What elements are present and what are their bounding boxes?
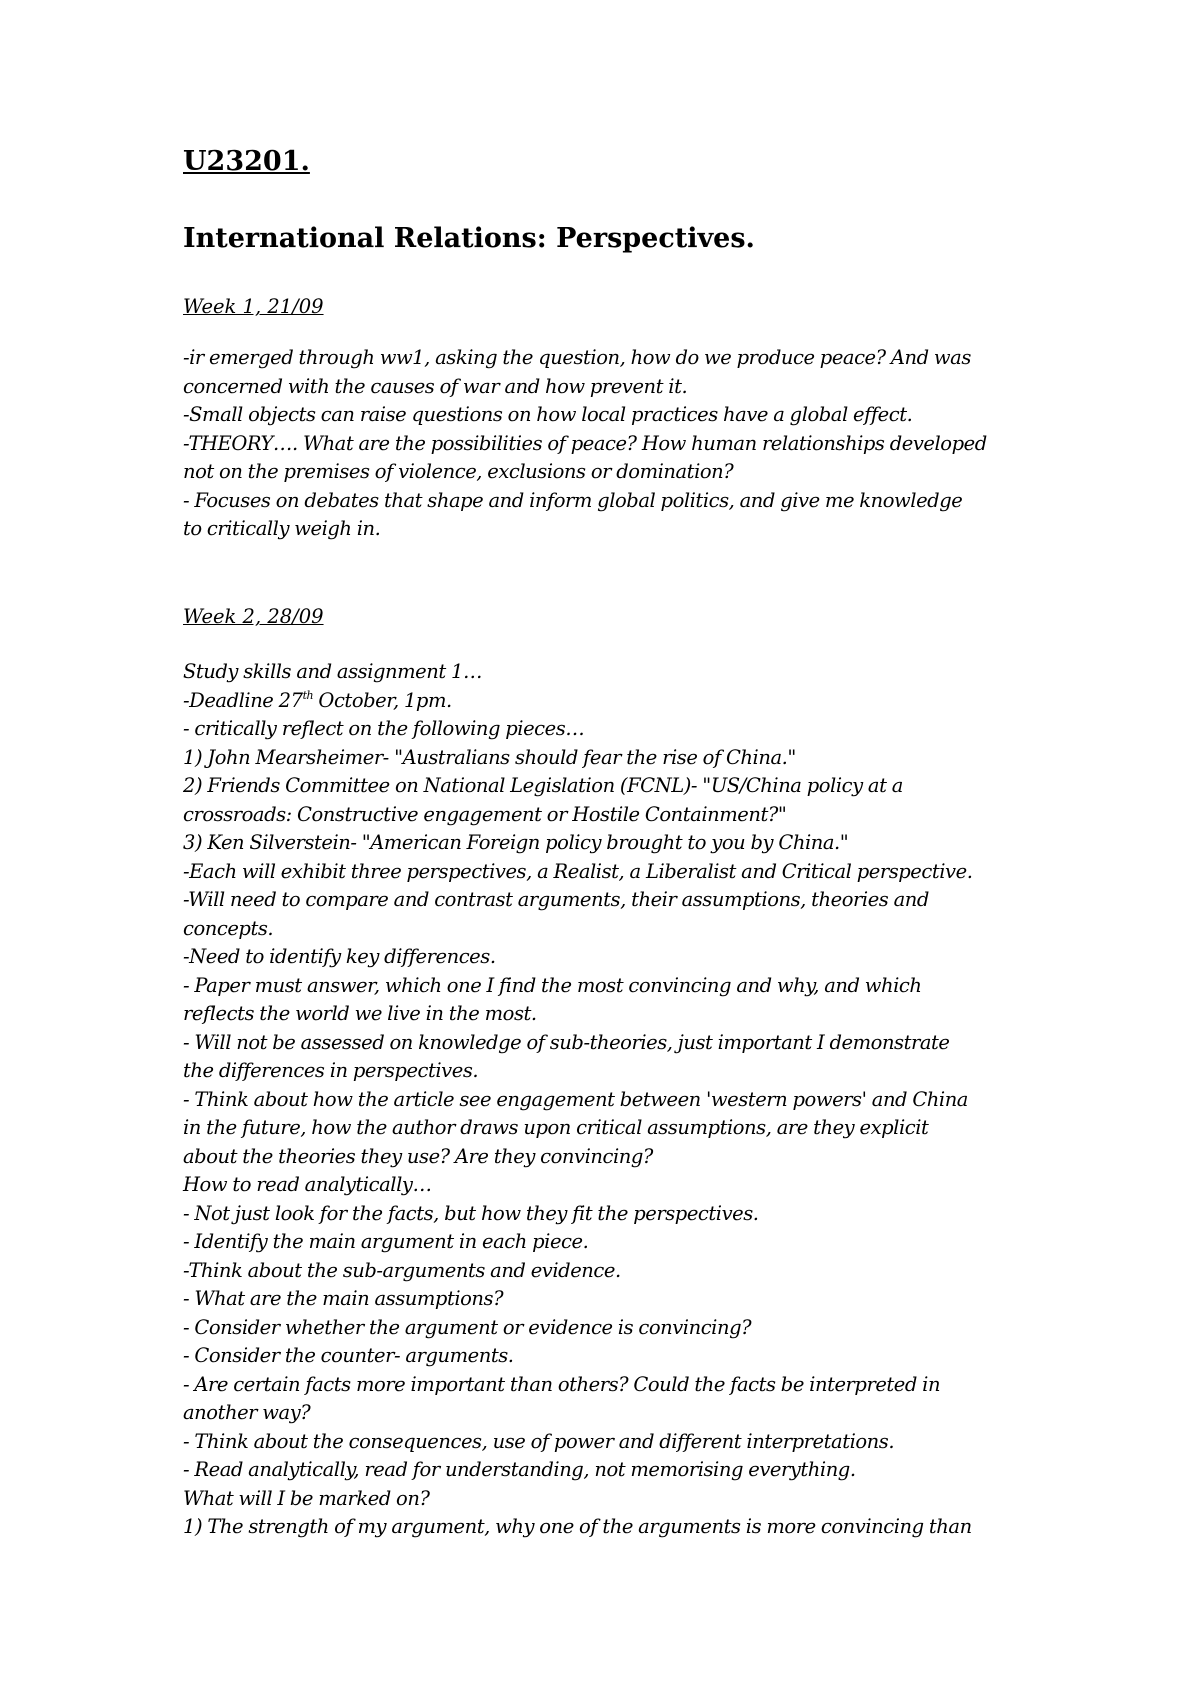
week-2-line: concepts. <box>183 917 274 940</box>
week-2-line: Study skills and assignment 1… <box>183 660 483 683</box>
week-2-line: in the future, how the author draws upon critical assumptions, are they explicit <box>183 1116 929 1139</box>
week-2-line: the differences in perspectives. <box>183 1059 479 1082</box>
week-2-line: 1) John Mearsheimer- "Australians should fear the rise of China." <box>183 746 796 769</box>
week-1-line: -Small objects can raise questions on how local practices have a global effect. <box>183 403 913 426</box>
deadline-ordinal: th <box>302 689 314 702</box>
week-2-line: - Consider the counter- arguments. <box>183 1344 514 1367</box>
week-2-line: -Think about the sub-arguments and evidence. <box>183 1259 621 1282</box>
week-2-line: What will I be marked on? <box>183 1487 430 1510</box>
week-2-line: - critically reflect on the following pieces… <box>183 717 585 740</box>
deadline-line <box>183 691 452 711</box>
week-2-line: 1) The strength of my argument, why one of the arguments is more convincing than <box>183 1515 972 1538</box>
week-2-line: - Think about how the article see engagement between 'western powers' and China <box>183 1088 968 1111</box>
week-2-line: 2) Friends Committee on National Legislation (FCNL)- "US/China policy at a <box>183 774 903 797</box>
week-2-line: - Think about the consequences, use of power and different interpretations. <box>183 1430 895 1453</box>
week-1-line: - Focuses on debates that shape and inform global politics, and give me knowledge <box>183 489 963 512</box>
week-1-line: -THEORY…. What are the possibilities of peace? How human relationships developed <box>183 432 987 455</box>
week-2-line: - Will not be assessed on knowledge of sub-theories, just important I demonstrate <box>183 1031 950 1054</box>
week-2-line: How to read analytically… <box>183 1173 432 1196</box>
week-1-heading: Week 1, 21/09 <box>183 295 324 318</box>
week-1-line: to critically weigh in. <box>183 517 381 540</box>
week-2-line: -Will need to compare and contrast arguments, their assumptions, theories and <box>183 888 929 911</box>
course-code: U23201. <box>183 146 310 177</box>
week-2-line: crossroads: Constructive engagement or Hostile Containment?" <box>183 803 787 826</box>
week-2-line: - Not just look for the facts, but how they fit the perspectives. <box>183 1202 759 1225</box>
deadline-text: -Deadline 27 <box>183 689 303 712</box>
week-2-line: - Read analytically, read for understanding, not memorising everything. <box>183 1458 856 1481</box>
week-2-line: 3) Ken Silverstein- "American Foreign policy brought to you by China." <box>183 831 849 854</box>
week-2-line: -Each will exhibit three perspectives, a Realist, a Liberalist and Critical perspective. <box>183 860 973 883</box>
week-1-line: -ir emerged through ww1, asking the question, how do we produce peace? And was <box>183 346 971 369</box>
week-2-line: - Paper must answer, which one I find the most convincing and why, and which <box>183 974 922 997</box>
week-2-line: about the theories they use? Are they convincing? <box>183 1145 653 1168</box>
week-2-line: -Need to identify key differences. <box>183 945 496 968</box>
week-2-line: another way? <box>183 1401 311 1424</box>
week-2-line: - What are the main assumptions? <box>183 1287 504 1310</box>
week-2-line: - Consider whether the argument or evidence is convincing? <box>183 1316 752 1339</box>
document-page <box>183 0 1083 1698</box>
document-title: International Relations: Perspectives. <box>183 223 755 254</box>
week-2-heading: Week 2, 28/09 <box>183 605 324 628</box>
week-2-line: reflects the world we live in the most. <box>183 1002 537 1025</box>
week-2-line: - Identify the main argument in each piece. <box>183 1230 589 1253</box>
week-2-line: - Are certain facts more important than others? Could the facts be interpreted in <box>183 1373 941 1396</box>
deadline-rest: October, 1pm. <box>313 689 452 712</box>
week-1-line: not on the premises of violence, exclusions or domination? <box>183 460 734 483</box>
week-1-line: concerned with the causes of war and how prevent it. <box>183 375 688 398</box>
